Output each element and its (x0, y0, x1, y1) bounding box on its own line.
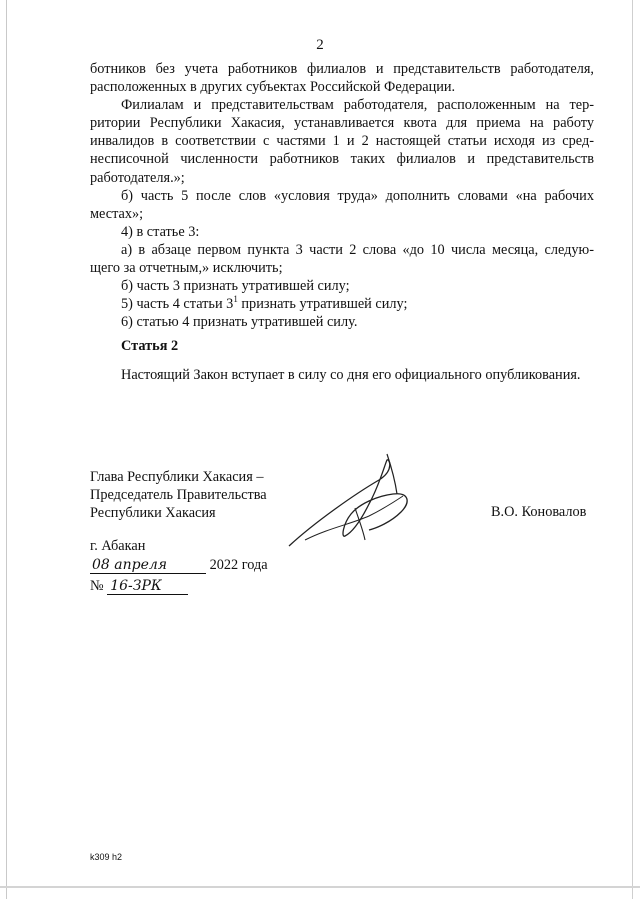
handwritten-date: 08 апреля (90, 557, 206, 574)
signatory-title (90, 468, 267, 522)
paragraph-line: а) в абзаце первом пункта 3 части 2 слова «до 10 числа месяца, следую- (121, 241, 594, 258)
item-5 (90, 295, 594, 313)
date-suffix: 2022 года (206, 557, 268, 573)
article-text: Настоящий Закон вступает в силу со дня его официального опубликования. (121, 367, 581, 383)
paragraph-line: Филиалам и представительствам работодателя, расположенным на тер- (121, 97, 594, 114)
item-5-tail: признать утратившей силу; (237, 296, 408, 313)
signatory-title-line: Республики Хакасия (90, 505, 216, 522)
article-heading: Статья 2 (121, 338, 179, 354)
paragraph-line: ботников без учета работников филиалов и представительств работодателя, (90, 61, 594, 77)
page-edge-left (6, 0, 7, 899)
law-number-line (90, 578, 188, 595)
footer-code: k309 h2 (90, 852, 123, 862)
paragraph-line: местах»; (90, 205, 144, 222)
page-edge-bottom (0, 886, 640, 888)
paragraph-line: работодателя.»; (90, 169, 185, 186)
paragraph-line: 4) в статье 3: (121, 223, 200, 240)
signature-image (285, 450, 435, 550)
page-number: 2 (316, 37, 324, 53)
body-text (90, 60, 594, 331)
signatory-name: В.О. Коновалов (491, 504, 587, 520)
page-edge-right (632, 0, 633, 899)
date-line (90, 557, 268, 574)
paragraph-line: несписочной численности работников таких филиалов и представительств (90, 151, 594, 168)
item-5-text: 5) часть 4 статьи 3 (121, 296, 234, 313)
paragraph-line: щего за отчетным,» исключить; (90, 260, 283, 277)
handwritten-number: 16-ЗРК (107, 578, 188, 595)
paragraph-line: инвалидов в соответствии с частями 1 и 2 настоящей статьи исходя из сред- (90, 133, 594, 150)
item-5-superscript: 1 (233, 294, 238, 305)
paragraph-line: б) часть 3 признать утратившей силу; (121, 278, 350, 295)
paragraph-line: ритории Республики Хакасия, устанавливается квота для приема на работу (90, 115, 594, 132)
signatory-title-line: Председатель Правительства (90, 487, 267, 504)
paragraph-line: б) часть 5 после слов «условия труда» дополнить словами «на рабочих (121, 187, 594, 204)
item-6: 6) статью 4 признать утратившей силу. (121, 314, 358, 331)
paragraph-line: расположенных в других субъектах Российской Федерации. (90, 79, 456, 96)
signatory-title-line: Глава Республики Хакасия – (90, 469, 264, 485)
number-sign: № (90, 578, 104, 594)
city: г. Абакан (90, 538, 146, 554)
